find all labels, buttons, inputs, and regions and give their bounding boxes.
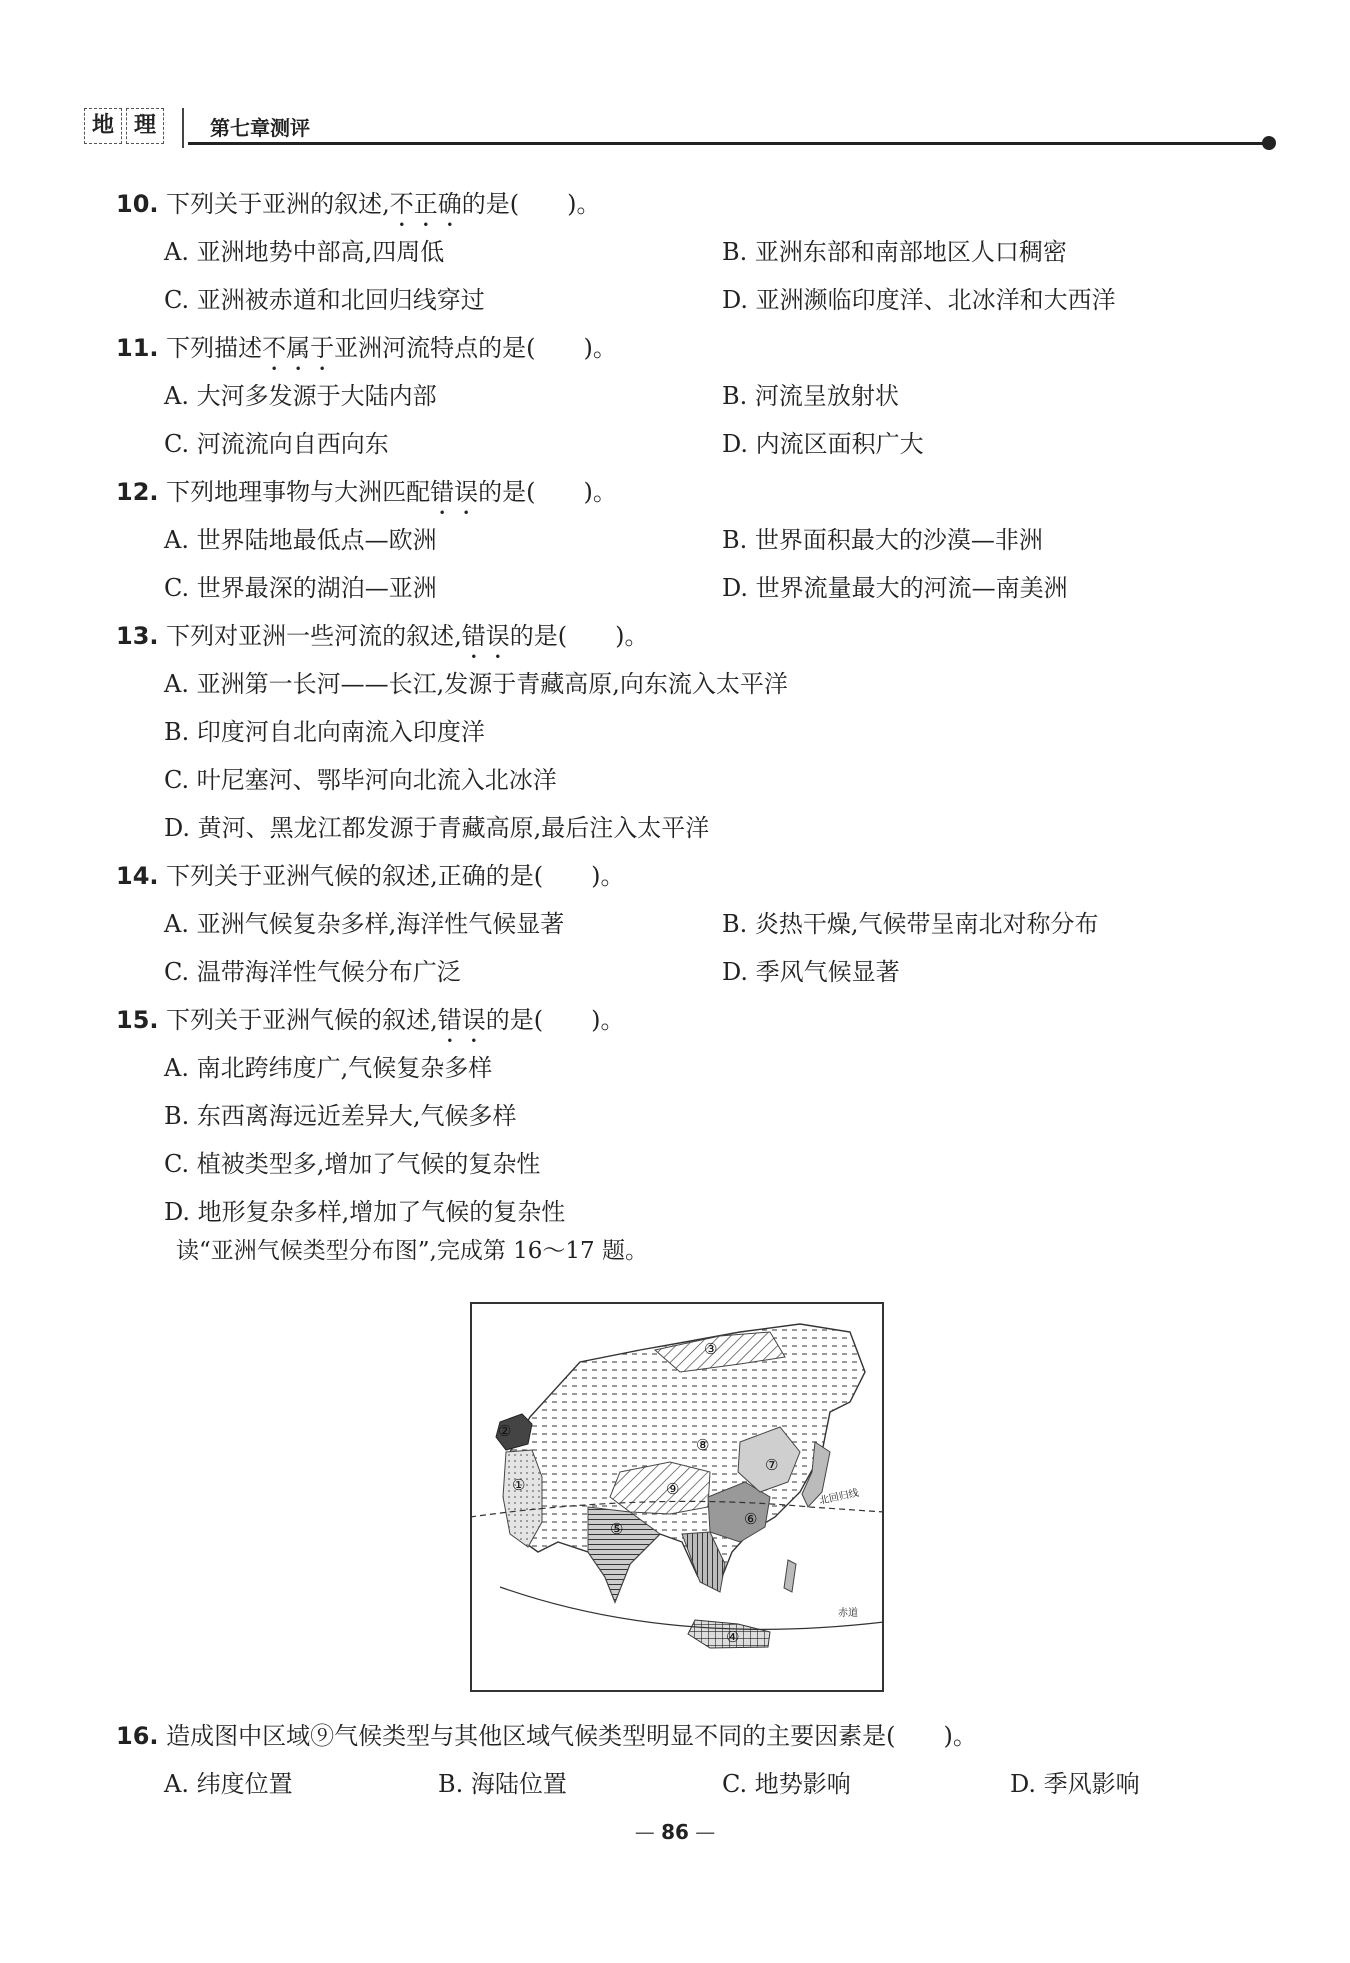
option-b: B. 亚洲东部和南部地区人口稠密 — [722, 238, 1067, 266]
option-c: C. 地势影响 — [722, 1770, 851, 1798]
option-d: D. 季风气候显著 — [722, 958, 900, 986]
tropic-label: 北回归线 — [818, 1487, 860, 1507]
chapter-title: 第七章测评 — [210, 116, 310, 140]
region-label: ⑧ — [696, 1436, 710, 1454]
option-a: A. 南北跨纬度广,气候复杂多样 — [164, 1054, 493, 1082]
option-d: D. 世界流量最大的河流—南美洲 — [722, 574, 1068, 602]
option-b: B. 东西离海远近差异大,气候多样 — [164, 1102, 517, 1130]
region-label: ② — [498, 1422, 512, 1440]
region-label: ⑨ — [666, 1480, 680, 1498]
question-13: 13. 下列对亚洲一些河流的叙述,错误的是( )。 — [116, 622, 649, 650]
option-a: A. 亚洲地势中部高,四周低 — [164, 238, 445, 266]
option-a: A. 大河多发源于大陆内部 — [164, 382, 437, 410]
question-12: 12. 下列地理事物与大洲匹配错误的是( )。 — [116, 478, 617, 506]
region-label: ⑥ — [744, 1510, 758, 1528]
option-c: C. 世界最深的湖泊—亚洲 — [164, 574, 437, 602]
asia-climate-map — [470, 1302, 884, 1692]
option-d: D. 亚洲濒临印度洋、北冰洋和大西洋 — [722, 286, 1116, 314]
header-separator — [182, 108, 184, 148]
region-label: ⑦ — [765, 1456, 779, 1474]
page-number: — 86 — — [634, 1820, 716, 1844]
subject-label — [84, 108, 164, 144]
subject-char: 地 — [84, 108, 122, 144]
option-c: C. 河流流向自西向东 — [164, 430, 389, 458]
option-a: A. 纬度位置 — [164, 1770, 293, 1798]
region-label: ③ — [704, 1340, 718, 1358]
option-b: B. 河流呈放射状 — [722, 382, 899, 410]
page-header — [84, 104, 1274, 148]
option-c: C. 温带海洋性气候分布广泛 — [164, 958, 461, 986]
option-b: B. 世界面积最大的沙漠—非洲 — [722, 526, 1043, 554]
option-b: B. 海陆位置 — [438, 1770, 567, 1798]
question-11: 11. 下列描述不属于亚洲河流特点的是( )。 — [116, 334, 617, 362]
header-rule — [188, 142, 1268, 145]
question-10: 10. 下列关于亚洲的叙述,不正确的是( )。 — [116, 190, 601, 218]
option-a: A. 世界陆地最低点—欧洲 — [164, 526, 437, 554]
option-a: A. 亚洲气候复杂多样,海洋性气候显著 — [164, 910, 565, 938]
region-label: ④ — [726, 1628, 740, 1646]
subject-char: 理 — [126, 108, 164, 144]
question-14: 14. 下列关于亚洲气候的叙述,正确的是( )。 — [116, 862, 625, 890]
equator-label: 赤道 — [838, 1608, 858, 1619]
question-16: 16. 造成图中区域⑨气候类型与其他区域气候类型明显不同的主要因素是( )。 — [116, 1722, 977, 1750]
option-b: B. 炎热干燥,气候带呈南北对称分布 — [722, 910, 1099, 938]
header-rule-dot — [1262, 136, 1276, 150]
option-d: D. 季风影响 — [1010, 1770, 1140, 1798]
option-d: D. 内流区面积广大 — [722, 430, 924, 458]
option-d: D. 地形复杂多样,增加了气候的复杂性 — [164, 1198, 566, 1226]
option-b: B. 印度河自北向南流入印度洋 — [164, 718, 485, 746]
question-15: 15. 下列关于亚洲气候的叙述,错误的是( )。 — [116, 1006, 625, 1034]
figure-intro: 读“亚洲气候类型分布图”,完成第 16～17 题。 — [176, 1238, 648, 1264]
option-d: D. 黄河、黑龙江都发源于青藏高原,最后注入太平洋 — [164, 814, 710, 842]
option-c: C. 植被类型多,增加了气候的复杂性 — [164, 1150, 541, 1178]
option-a: A. 亚洲第一长河——长江,发源于青藏高原,向东流入太平洋 — [164, 670, 788, 698]
option-c: C. 叶尼塞河、鄂毕河向北流入北冰洋 — [164, 766, 557, 794]
region-label: ⑤ — [610, 1520, 624, 1538]
region-label: ① — [512, 1476, 526, 1494]
option-c: C. 亚洲被赤道和北回归线穿过 — [164, 286, 485, 314]
